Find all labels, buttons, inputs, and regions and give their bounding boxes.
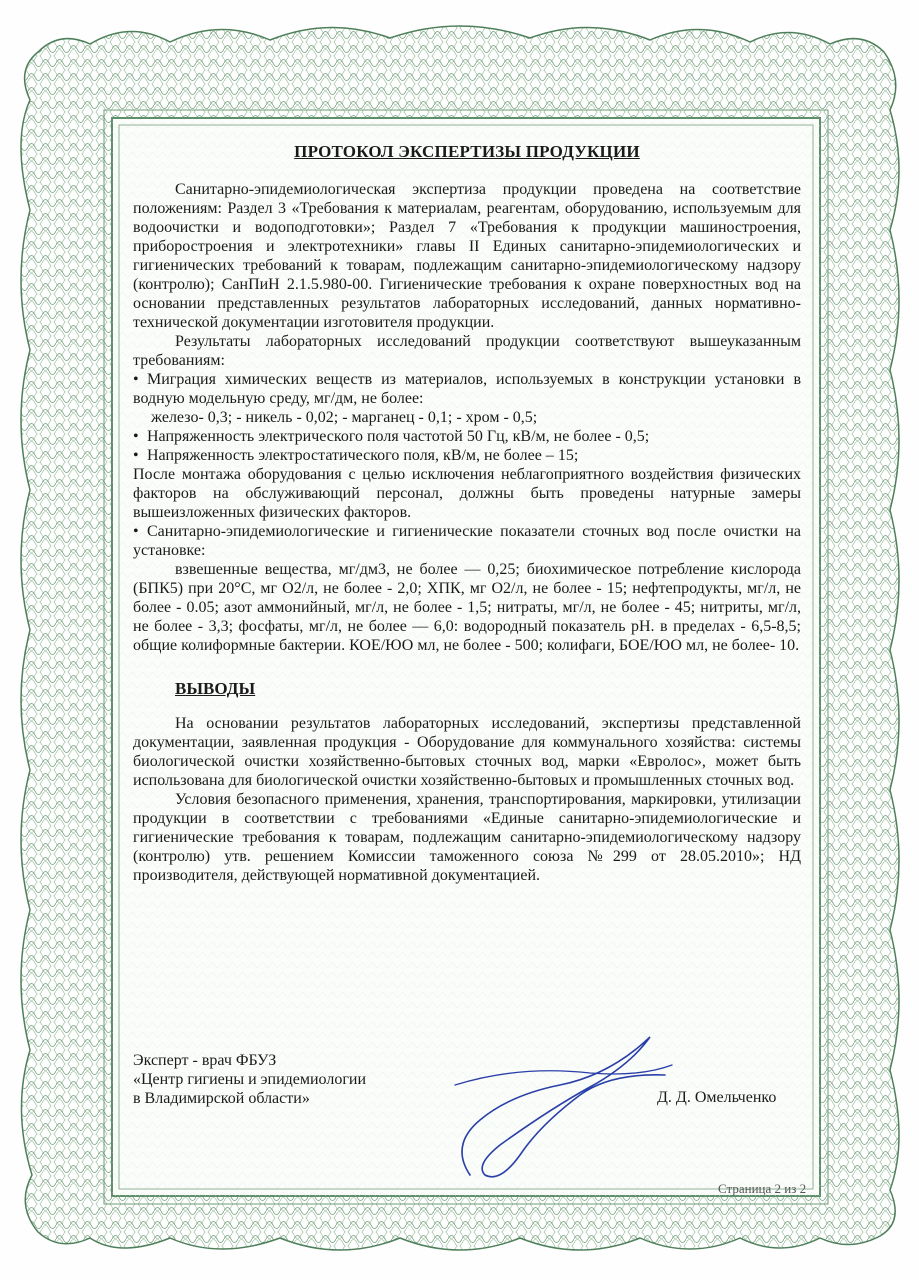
conclusion-paragraph-2: Условия безопасного применения, хранения, транспортирования, маркировки, утилизации продукции в соответствии с требованиями «Единые санитарно-эпидемиологические и гигиенические требования к товарам, подлежащим санитарно-эпидемиологическому надзору (контролю) утв. решением Комиссии таможенного союза №299 от 28.05.2010»; НД производителя, действующей нормативной документацией.: [133, 791, 801, 884]
handwritten-signature: [440, 1025, 680, 1185]
signer-name: Д. Д. Омельченко: [657, 1089, 777, 1106]
after-install-paragraph: После монтажа оборудования с целью исключения неблагоприятного воздействия физических факторов на обслуживающий персонал, должны быть проведены натурные замеры вышеизложенных физических факторов.: [133, 466, 801, 521]
conclusions-title: ВЫВОДЫ: [175, 679, 256, 698]
signer-position: Эксперт - врач ФБУЗ: [133, 1052, 277, 1069]
conclusion-paragraph-1: На основании результатов лабораторных исследований, экспертизы представленной документации, заявленная продукция - Оборудование для коммунального хозяйства: системы биологической очистки хозяйственно-бытовых сточных вод, марки «Евролос», может быть использована для биологической очистки хозяйственно-бытовых и промышленных сточных вод.: [133, 715, 801, 789]
migration-values: железо- 0,3; - никель - 0,02; - марганец - 0,1; - хром - 0,5;: [151, 409, 538, 426]
bullet-marker: •: [133, 371, 139, 388]
bullet-electrostatic-field: • Напряженность электростатического поля, кВ/м, не более – 15;: [133, 447, 579, 464]
bullet-marker: •: [133, 447, 139, 464]
document-title: ПРОТОКОЛ ЭКСПЕРТИЗЫ ПРОДУКЦИИ: [294, 142, 640, 161]
bullet-migration: • Миграция химических веществ из материалов, используемых в конструкции установки в водную модельную среду, мг/дм, не более:: [133, 371, 801, 407]
results-intro: Результаты лабораторных исследований продукции соответствуют вышеуказанным требованиям:: [133, 333, 801, 369]
intro-paragraph: Санитарно-эпидемиологическая экспертиза продукции проведена на соответствие положениям: Раздел 3 «Требования к материалам, реагентам, оборудованию, используемым для водоочистки и водоподготовки»; Раздел 7 «Требования к продукции машиностроения, приборостроения и электротехники» главы II Единых санитарно-эпидемиологических и гигиенических требований к товарам, подлежащим санитарно-эпидемиологическому надзору (контролю); СанПиН 2.1.5.980-00. Гигиенические требования к охране поверхностных вод на основании представленных результатов лабораторных исследований, данных нормативно-технической документации изготовителя продукции.: [133, 181, 801, 331]
signer-region: в Владимирской области»: [133, 1090, 310, 1107]
bullet-marker: •: [133, 523, 139, 540]
wastewater-values: взвешенные вещества, мг/дм3, не более — 0,25; биохимическое потребление кислорода (БПК5) при 20°С, мг О2/л, не более - 2,0; ХПК, мг О2/л, не более - 15; нефтепродукты, мг/л, не более - 0.05; азот аммонийный, мг/л, не более - 1,5; нитраты, мг/л, не более - 45; нитриты, мг/л, не более - 3,3; фосфаты, мг/л, не более — 6,0: водородный показатель рН. в пределах - 6,5-8,5; общие колиформные бактерии. КОЕ/ЮО мл, не более - 500; колифаги, БОЕ/ЮО мл, не более- 10.: [133, 561, 801, 654]
document-body: [133, 142, 801, 885]
signer-organization: «Центр гигиены и эпидемиологии: [133, 1071, 367, 1088]
bullet-marker: •: [133, 428, 139, 445]
bullet-electric-field: • Напряженность электрического поля частотой 50 Гц, кВ/м, не более - 0,5;: [133, 428, 650, 445]
page-number: Страница 2 из 2: [718, 1181, 807, 1196]
bullet-wastewater: • Санитарно-эпидемиологические и гигиенические показатели сточных вод после очистки на установке:: [133, 523, 801, 559]
